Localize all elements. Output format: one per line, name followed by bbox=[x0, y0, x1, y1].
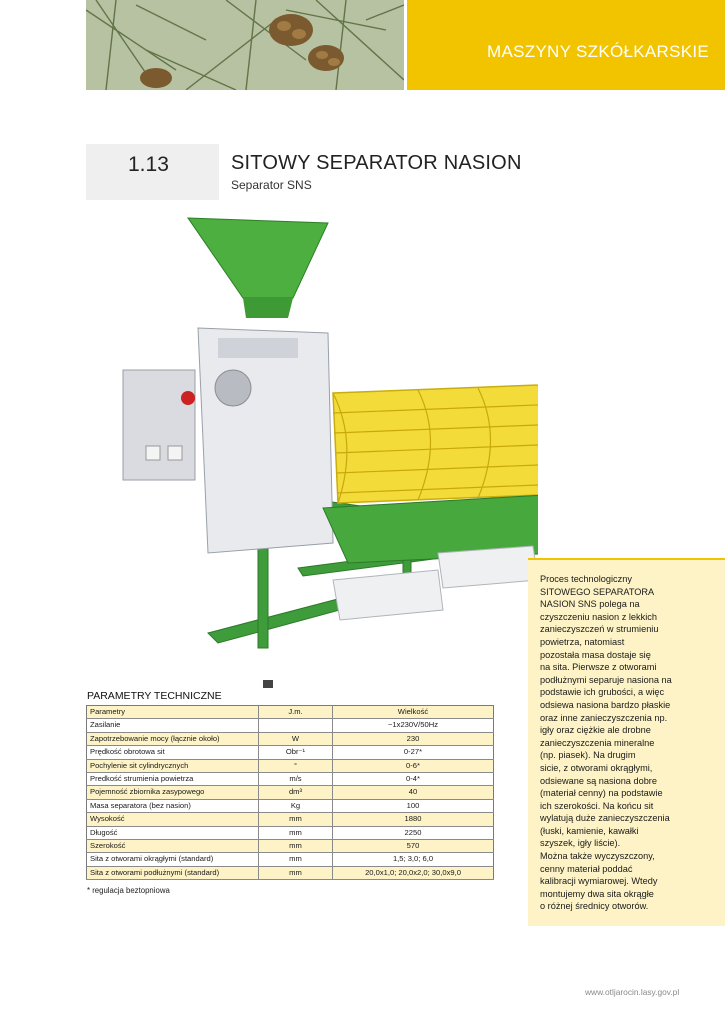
params-footnote: * regulacja beztopniowa bbox=[87, 886, 170, 895]
param-name-cell: Wysokość bbox=[87, 813, 259, 826]
table-row bbox=[87, 799, 494, 812]
param-name-cell: Szerokość bbox=[87, 840, 259, 853]
table-row bbox=[87, 786, 494, 799]
param-value-cell: Wielkość bbox=[333, 706, 494, 719]
description-panel bbox=[528, 558, 725, 926]
param-unit-cell: mm bbox=[259, 840, 333, 853]
param-unit-cell: m/s bbox=[259, 773, 333, 786]
param-unit-cell: dm³ bbox=[259, 786, 333, 799]
params-table bbox=[86, 705, 494, 880]
table-row bbox=[87, 759, 494, 772]
param-unit-cell: mm bbox=[259, 813, 333, 826]
param-name-cell: Zapotrzebowanie mocy (łącznie około) bbox=[87, 732, 259, 745]
param-unit-cell: Kg bbox=[259, 799, 333, 812]
param-value-cell: 1880 bbox=[333, 813, 494, 826]
param-value-cell: 0-6* bbox=[333, 759, 494, 772]
table-header-row bbox=[87, 706, 494, 719]
param-unit-cell: mm bbox=[259, 866, 333, 879]
table-row bbox=[87, 840, 494, 853]
param-name-cell: Parametry bbox=[87, 706, 259, 719]
param-unit-cell: Obr⁻¹ bbox=[259, 746, 333, 759]
table-row bbox=[87, 866, 494, 879]
section-subtitle: Separator SNS bbox=[231, 178, 312, 192]
param-value-cell: 100 bbox=[333, 799, 494, 812]
category-label: MASZYNY SZKÓŁKARSKIE bbox=[487, 42, 710, 61]
param-name-cell: Sita z otworami okrągłymi (standard) bbox=[87, 853, 259, 866]
table-row bbox=[87, 826, 494, 839]
category-banner bbox=[407, 0, 725, 90]
param-unit-cell: J.m. bbox=[259, 706, 333, 719]
param-value-cell: ~1x230V/50Hz bbox=[333, 719, 494, 732]
param-name-cell: Długość bbox=[87, 826, 259, 839]
param-name-cell: Zasilanie bbox=[87, 719, 259, 732]
table-row bbox=[87, 719, 494, 732]
param-value-cell: 20,0x1,0; 20,0x2,0; 30,0x9,0 bbox=[333, 866, 494, 879]
param-value-cell: 2250 bbox=[333, 826, 494, 839]
param-value-cell: 0-4* bbox=[333, 773, 494, 786]
param-name-cell: Pojemność zbiornika zasypowego bbox=[87, 786, 259, 799]
param-value-cell: 230 bbox=[333, 732, 494, 745]
param-unit-cell bbox=[259, 719, 333, 732]
param-unit-cell: mm bbox=[259, 853, 333, 866]
param-value-cell: 1,5; 3,0; 6,0 bbox=[333, 853, 494, 866]
param-name-cell: Masa separatora (bez nasion) bbox=[87, 799, 259, 812]
table-row bbox=[87, 853, 494, 866]
table-row bbox=[87, 773, 494, 786]
section-number-box bbox=[86, 144, 219, 200]
header-photo bbox=[86, 0, 404, 90]
param-unit-cell: ° bbox=[259, 759, 333, 772]
param-unit-cell: mm bbox=[259, 826, 333, 839]
table-row bbox=[87, 813, 494, 826]
param-name-cell: Pochylenie sit cylindrycznych bbox=[87, 759, 259, 772]
param-value-cell: 570 bbox=[333, 840, 494, 853]
section-title: SITOWY SEPARATOR NASION bbox=[231, 152, 522, 174]
param-value-cell: 0-27* bbox=[333, 746, 494, 759]
param-name-cell: Sita z otworami podłużnymi (standard) bbox=[87, 866, 259, 879]
website-url: www.otljarocin.lasy.gov.pl bbox=[585, 987, 680, 997]
description-text: Proces technologiczny SITOWEGO SEPARATORA NASION SNS polega na czyszczeniu nasion z lekkich zanieczyszczeń w strumieniu powietrza, natomiast pozostała masa dostaje się na sita. Pierwsze z otworami podłużnymi separuje nasiona na podstawie ich grubości, a więc odsiewa nasiona bardzo płaskie oraz inne zanieczyszczenia np. igły oraz ciężkie ale drobne zanieczyszczenia mineralne (np. piasek). Na drugim sicie, z otworami okrągłymi, odsiewane są nasiona dobre (materiał cenny) na podstawie ich szerokości. Na końcu sit wylatują duże zanieczyszczenia (łuski, kamienie, kawałki szyszek, igły liście). Można także wyczyszczony, cenny materiał poddać kalibracji wymiarowej. Wtedy montujemy dwa sita okrągłe o różnej średnicy otworów. bbox=[540, 574, 672, 912]
table-row bbox=[87, 746, 494, 759]
table-row bbox=[87, 732, 494, 745]
param-name-cell: Prędkość obrotowa sit bbox=[87, 746, 259, 759]
param-value-cell: 40 bbox=[333, 786, 494, 799]
param-unit-cell: W bbox=[259, 732, 333, 745]
params-title: PARAMETRY TECHNICZNE bbox=[87, 690, 222, 702]
section-number: 1.13 bbox=[128, 153, 169, 176]
param-name-cell: Predkość strumienia powietrza bbox=[87, 773, 259, 786]
machine-photo bbox=[118, 208, 538, 698]
